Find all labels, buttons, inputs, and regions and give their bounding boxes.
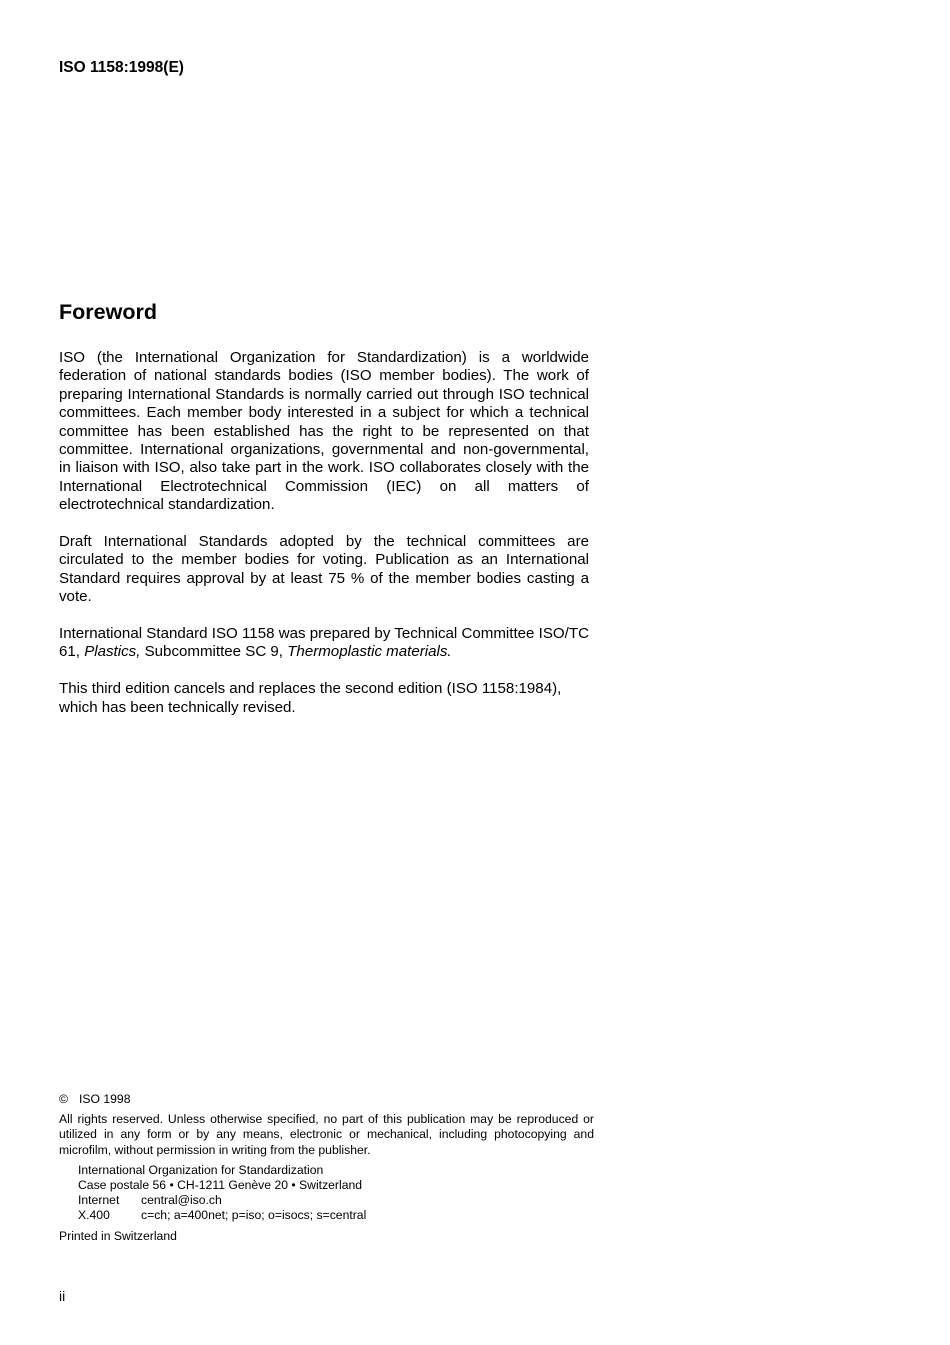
- internet-email: central@iso.ch: [141, 1193, 222, 1208]
- rights-statement: All rights reserved. Unless otherwise specified, no part of this publication may be reproduced or utilized in any form or by any means, electronic or mechanical, including photocopying and microfilm, without permission in writing from the publisher.: [59, 1112, 594, 1157]
- org-name: International Organization for Standardization: [78, 1162, 324, 1177]
- x400-address: c=ch; a=400net; p=iso; o=isocs; s=central: [141, 1208, 367, 1223]
- copyright-symbol: ©: [59, 1092, 68, 1106]
- foreword-body: [59, 349, 589, 735]
- x400-row: [78, 1208, 594, 1223]
- foreword-paragraph-3: [59, 625, 589, 662]
- internet-label: Internet: [78, 1193, 120, 1208]
- copyright-notice: [59, 1092, 594, 1107]
- postal-address: Case postale 56 • CH-1211 Genève 20 • Switzerland: [78, 1178, 363, 1193]
- subcommittee-name-thermoplastic: Thermoplastic materials.: [287, 643, 452, 661]
- x400-label: X.400: [78, 1208, 110, 1223]
- internet-row: [78, 1193, 594, 1208]
- foreword-heading: Foreword: [59, 300, 157, 324]
- copyright-block: [59, 1092, 594, 1244]
- publisher-address: [59, 1163, 594, 1224]
- foreword-paragraph-2: Draft International Standards adopted by the technical committees are circulated to the member bodies for voting. Publication as an International Standard requires approval by at least 75 % of the member bodies casting a vote.: [59, 533, 589, 606]
- foreword-paragraph-1: ISO (the International Organization for Standardization) is a worldwide federation of national standards bodies (ISO member bodies). The work of preparing International Standards is normally carried out through ISO technical committees. Each member body interested in a subject for which a technical committee has been established has the right to be represented on that committee. International organizations, governmental and non-governmental, in liaison with ISO, also take part in the work. ISO collaborates closely with the International Electrotechnical Commission (IEC) on all matters of electrotechnical standardization.: [59, 349, 589, 514]
- foreword-paragraph-4: This third edition cancels and replaces the second edition (ISO 1158:1984), which has been technically revised.: [59, 680, 562, 716]
- page-number: ii: [59, 1288, 66, 1304]
- paragraph-3-text-b: Subcommittee SC 9,: [140, 643, 288, 661]
- copyright-year: ISO 1998: [79, 1092, 131, 1106]
- printed-in: Printed in Switzerland: [59, 1228, 177, 1243]
- document-id: ISO 1158:1998(E): [59, 59, 184, 76]
- paragraph-3-text-a: International Standard ISO 1158 was prepared by Technical Committee ISO/TC 61,: [59, 625, 589, 661]
- committee-name-plastics: Plastics,: [84, 643, 141, 661]
